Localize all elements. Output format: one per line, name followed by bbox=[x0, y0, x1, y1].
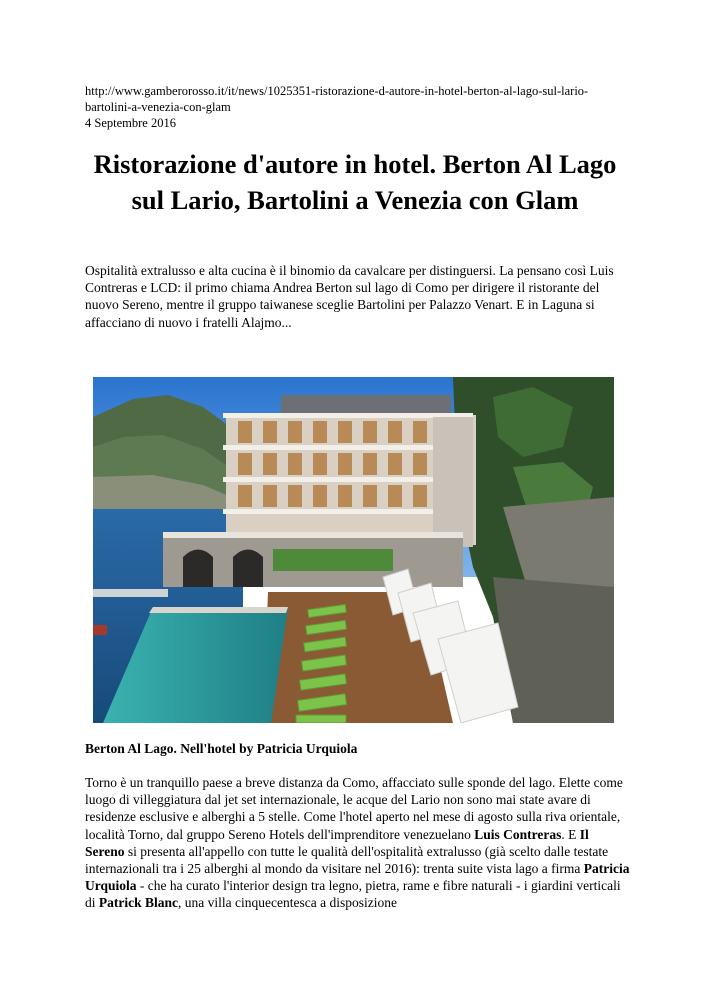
body-bold-luis-contreras: Luis Contreras bbox=[474, 826, 562, 842]
source-url-line-1: http://www.gamberorosso.it/it/news/1025351-ristorazione-d-autore-in-hotel-berton-al-lago-sul-lario- bbox=[85, 84, 589, 98]
body-bold-patricia-urquiola: Patricia Urquiola bbox=[85, 861, 630, 894]
publication-date: 4 Septembre 2016 bbox=[85, 116, 176, 130]
body-text-2: . E bbox=[561, 826, 580, 842]
source-header bbox=[85, 83, 625, 131]
body-text-5: , una villa cinquecentesca a disposizione bbox=[178, 895, 397, 911]
body-text-4: - che ha curato l'interior design tra legno, pietra, rame e fibre naturali - i giardini verticali di bbox=[85, 878, 621, 911]
source-url-line-2: bartolini-a-venezia-con-glam bbox=[85, 100, 231, 114]
hotel-photo bbox=[93, 377, 614, 723]
article-body bbox=[85, 774, 630, 912]
body-text-3: si presenta all'appello con tutte le qualità dell'ospitalità extralusso (già scelto dalle testate internazionali tra i 25 alberghi al mondo da visitare nel 2016): trenta suite vista lago a firma bbox=[85, 843, 609, 877]
photo-caption: Berton Al Lago. Nell'hotel by Patricia Urquiola bbox=[85, 741, 358, 756]
body-bold-il-sereno: Il Sereno bbox=[85, 826, 589, 859]
article-title: Ristorazione d'autore in hotel. Berton Al Lago sul Lario, Bartolini a Venezia con Glam bbox=[93, 149, 617, 215]
article-intro: Ospitalità extralusso e alta cucina è il binomio da cavalcare per distinguersi. La pensano così Luis Contreras e LCD: il primo chiama Andrea Berton sul lago di Como per dirigere il ristorante del nuovo Sereno, mentre il gruppo taiwanese sceglie Bartolini per Palazzo Venart. E in Laguna si affacciano di nuovo i fratelli Alajmo... bbox=[85, 263, 614, 330]
body-text-1: Torno è un tranquillo paese a breve distanza da Como, affacciato sulle sponde del lago. Elette come luogo di villeggiatura dal jet set internazionale, le acque del Lario non sono mai state avare di residenze esclusive e alberghi a 5 stelle. Come l'hotel aperto nel mese di agosto sulla riva orientale, località Torno, dal gruppo Sereno Hotels dell'imprenditore venezuelano bbox=[85, 775, 623, 842]
body-bold-patrick-blanc: Patrick Blanc bbox=[98, 895, 179, 911]
